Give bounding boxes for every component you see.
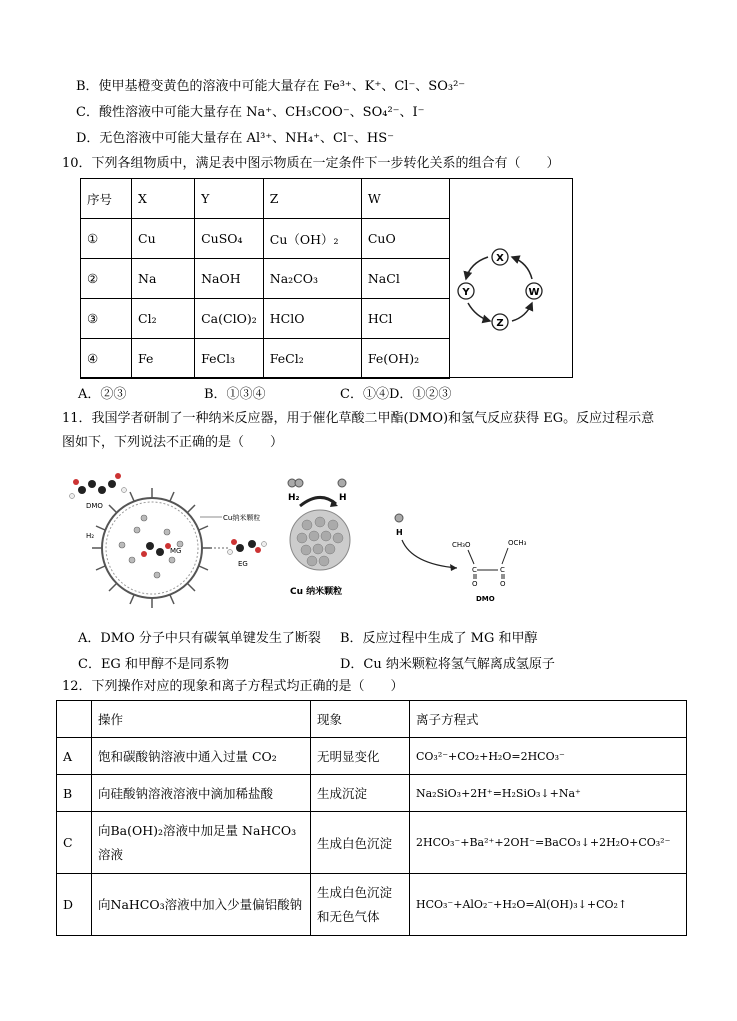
q12-header-cell: 现象	[311, 701, 410, 738]
q10-cell: Ca(ClO)₂	[195, 299, 264, 339]
cycle-arrow	[466, 257, 488, 279]
q12-equation: 2HCO₃⁻+Ba²⁺+2OH⁻=BaCO₃↓+2H₂O+CO₃²⁻	[410, 812, 687, 874]
table-row	[57, 738, 687, 775]
eg-molecule	[210, 539, 267, 555]
svg-text:C: C	[472, 566, 477, 574]
svg-text:MG: MG	[170, 547, 182, 555]
q10-header-cell: Z	[263, 179, 361, 219]
q10-cell: ①	[81, 219, 132, 259]
q10-cell: ④	[81, 339, 132, 379]
q10-cell: Cu（OH）₂	[263, 219, 361, 259]
cu-nanoparticle	[290, 510, 350, 570]
q10-cell: ③	[81, 299, 132, 339]
q11-option-a: A．DMO 分子中只有碳氧单键发生了断裂	[78, 631, 321, 646]
q10-cell: HClO	[263, 299, 361, 339]
q10-header-cell: X	[132, 179, 195, 219]
q10-option-a: A．②③	[78, 387, 127, 402]
q10-cell: Na	[132, 259, 195, 299]
mg-molecule	[141, 542, 171, 557]
q10-cell: CuSO₄	[195, 219, 264, 259]
svg-text:Z: Z	[496, 318, 504, 329]
q12-row-id: A	[57, 738, 92, 775]
q12-table	[56, 700, 687, 936]
q12-stem: 12．下列操作对应的现象和离子方程式均正确的是（ ）	[62, 679, 404, 694]
option-c-text: C．酸性溶液中可能大量存在 Na⁺、CH₃COO⁻、SO₄²⁻、I⁻	[76, 105, 425, 120]
svg-text:O: O	[500, 580, 506, 588]
q10-cell: NaOH	[195, 259, 264, 299]
svg-text:DMO: DMO	[476, 595, 495, 603]
q12-equation: Na₂SiO₃+2H⁺=H₂SiO₃↓+Na⁺	[410, 775, 687, 812]
attack-arrow	[402, 540, 457, 568]
node-w	[526, 283, 542, 299]
q10-cell: Cu	[132, 219, 195, 259]
q10-cell: Fe	[132, 339, 195, 379]
q12-row-id: C	[57, 812, 92, 874]
svg-text:O: O	[472, 580, 478, 588]
dmo-structure	[452, 539, 527, 603]
q12-row-id: B	[57, 775, 92, 812]
q12-phenomenon: 生成白色沉淀	[311, 812, 410, 874]
q10-cell: CuO	[361, 219, 449, 259]
q10-table	[80, 178, 450, 379]
q10-header-cell: 序号	[81, 179, 132, 219]
q12-phenomenon: 生成沉淀	[311, 775, 410, 812]
svg-text:X: X	[496, 253, 504, 264]
cycle-arrow	[512, 303, 532, 321]
svg-text:Y: Y	[462, 287, 470, 298]
q12-equation: CO₃²⁻+CO₂+H₂O=2HCO₃⁻	[410, 738, 687, 775]
dmo-molecule-left	[70, 473, 127, 499]
svg-text:OCH₃: OCH₃	[508, 539, 527, 547]
q10-cell: Cl₂	[132, 299, 195, 339]
svg-text:H₂: H₂	[86, 532, 95, 540]
q10-header-cell: Y	[195, 179, 264, 219]
cycle-diagram	[452, 245, 562, 335]
q10-option-cd: C．①④D．①②③	[340, 387, 452, 402]
cycle-arrow	[468, 303, 490, 321]
q10-cell: HCl	[361, 299, 449, 339]
svg-text:EG: EG	[238, 560, 248, 568]
q12-phenomenon: 生成白色沉淀和无色气体	[311, 874, 410, 936]
table-row	[57, 812, 687, 874]
h2-atoms	[288, 479, 346, 487]
q10-cell: FeCl₂	[263, 339, 361, 379]
svg-text:Cu 纳米颗粒: Cu 纳米颗粒	[290, 587, 343, 597]
svg-text:Cu纳米颗粒: Cu纳米颗粒	[223, 514, 261, 522]
q10-cell: NaCl	[361, 259, 449, 299]
dissociation-arrow	[300, 497, 336, 506]
node-x	[492, 249, 508, 265]
q10-cell: FeCl₃	[195, 339, 264, 379]
q11-figure	[62, 460, 572, 610]
q12-op: 饱和碳酸钠溶液中通入过量 CO₂	[92, 738, 311, 775]
q10-header-cell: W	[361, 179, 449, 219]
q12-op: 向硅酸钠溶液溶液中滴加稀盐酸	[92, 775, 311, 812]
nanoreactor	[92, 488, 212, 608]
q12-op: 向NaHCO₃溶液中加入少量偏铝酸钠	[92, 874, 311, 936]
q11-option-b: B．反应过程中生成了 MG 和甲醇	[340, 631, 538, 646]
table-row	[57, 874, 687, 936]
node-z	[492, 314, 508, 330]
q12-row-id: D	[57, 874, 92, 936]
q12-phenomenon: 无明显变化	[311, 738, 410, 775]
q12-header-cell: 离子方程式	[410, 701, 687, 738]
table-row	[57, 775, 687, 812]
option-d-text: D．无色溶液中可能大量存在 Al³⁺、NH₄⁺、Cl⁻、HS⁻	[76, 131, 395, 146]
svg-text:H: H	[339, 493, 347, 503]
q11-stem-2: 图如下，下列说法不正确的是（ ）	[62, 435, 284, 450]
svg-text:H₂: H₂	[288, 493, 300, 503]
option-b-text: B．使甲基橙变黄色的溶液中可能大量存在 Fe³⁺、K⁺、Cl⁻、SO₃²⁻	[76, 79, 466, 94]
q10-cell: Fe(OH)₂	[361, 339, 449, 379]
svg-text:W: W	[528, 287, 540, 298]
q11-option-c: C．EG 和甲醇不是同系物	[78, 657, 229, 672]
q10-stem: 10．下列各组物质中，满足表中图示物质在一定条件下一步转化关系的组合有（ ）	[62, 156, 560, 171]
q12-header-cell: 操作	[92, 701, 311, 738]
svg-text:H: H	[396, 528, 403, 537]
svg-text:DMO: DMO	[86, 502, 103, 510]
q12-equation: HCO₃⁻+AlO₂⁻+H₂O=Al(OH)₃↓+CO₂↑	[410, 874, 687, 936]
q12-header-cell	[57, 701, 92, 738]
node-y	[458, 283, 474, 299]
cycle-arrow	[512, 257, 532, 279]
q10-option-b: B．①③④	[204, 387, 266, 402]
q11-option-d: D．Cu 纳米颗粒将氢气解离成氢原子	[340, 657, 555, 672]
svg-text:CH₃O: CH₃O	[452, 541, 471, 549]
q12-op: 向Ba(OH)₂溶液中加足量 NaHCO₃ 溶液	[92, 812, 311, 874]
q10-cell: Na₂CO₃	[263, 259, 361, 299]
svg-text:C: C	[500, 566, 505, 574]
q11-stem-1: 11．我国学者研制了一种纳米反应器，用于催化草酸二甲酯(DMO)和氢气反应获得 EG。反应过程示意	[62, 411, 655, 426]
q10-cell: ②	[81, 259, 132, 299]
